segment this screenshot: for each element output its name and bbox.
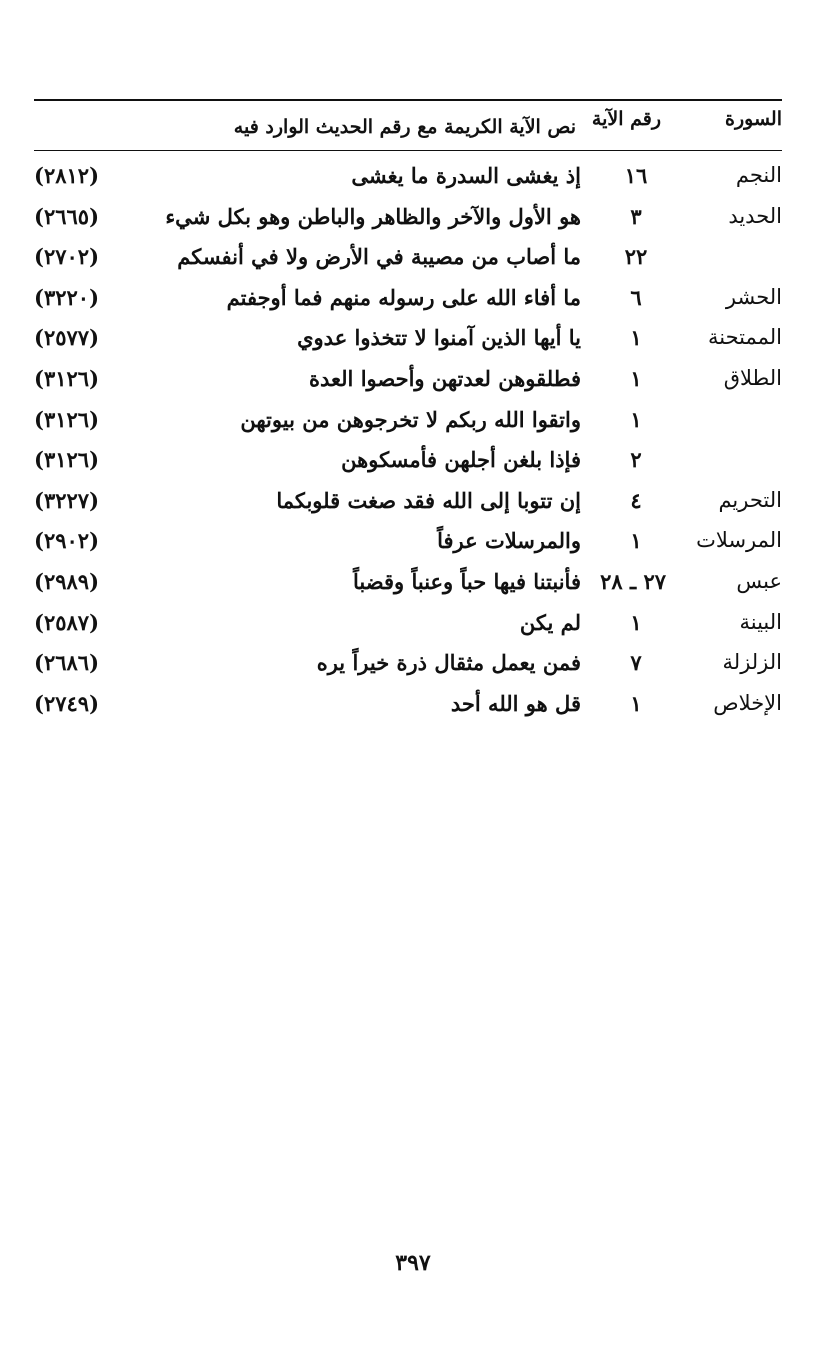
surah-name: التحريم bbox=[718, 487, 782, 512]
ayah-text: إذ يغشى السدرة ما يغشى bbox=[351, 163, 581, 188]
ayah-text: فأنبتنا فيها حباً وعنباً وقضباً bbox=[353, 568, 581, 594]
ayah-text: فإذا بلغن أجلهن فأمسكوهن bbox=[341, 447, 581, 473]
surah-name: عبس bbox=[736, 568, 782, 593]
hadith-number: (٢٩٨٩) bbox=[34, 568, 99, 594]
hadith-number: (٢٩٠٢) bbox=[34, 528, 99, 554]
surah-name: الممتحنة bbox=[707, 325, 782, 350]
hadith-number: (٢٦٦٥) bbox=[34, 203, 99, 229]
hadith-number: (٣٢٢٧) bbox=[34, 487, 99, 513]
top-rule bbox=[34, 99, 782, 101]
hadith-number: (٢٦٨٦) bbox=[34, 650, 99, 676]
ayah-text: فمن يعمل مثقال ذرة خيراً يره bbox=[316, 650, 581, 676]
surah-name: الحشر bbox=[725, 284, 782, 309]
ayah-number: ٢ bbox=[630, 447, 642, 473]
ayah-text: إن تتوبا إلى الله فقد صغت قلوبكما bbox=[276, 487, 581, 513]
ayah-number: ١ bbox=[630, 406, 642, 432]
ayah-text: واتقوا الله ربكم لا تخرجوهن من بيوتهن bbox=[240, 406, 581, 432]
table-row bbox=[0, 569, 826, 610]
ayah-text: قل هو الله أحد bbox=[450, 690, 581, 716]
header-rule bbox=[34, 150, 782, 151]
hadith-number: (٣٢٢٠) bbox=[34, 284, 99, 310]
table-row bbox=[0, 610, 826, 651]
hadith-number: (٢٥٨٧) bbox=[34, 609, 99, 635]
surah-name: المرسلات bbox=[696, 528, 782, 553]
hadith-number: (٢٧٠٢) bbox=[34, 244, 99, 270]
table-row bbox=[0, 366, 826, 407]
table-row bbox=[0, 163, 826, 204]
page-number: ٣٩٧ bbox=[395, 1250, 431, 1276]
header-ayah-number: رقم الآية bbox=[591, 108, 661, 130]
ayah-number: ٣ bbox=[630, 203, 642, 229]
header-surah: السورة bbox=[725, 108, 782, 130]
ayah-number: ١ bbox=[630, 690, 642, 716]
table-row bbox=[0, 488, 826, 529]
ayah-number: ٧ bbox=[630, 650, 642, 676]
table-row bbox=[0, 325, 826, 366]
hadith-number: (٣١٢٦) bbox=[34, 406, 99, 432]
table-row bbox=[0, 528, 826, 569]
table-row bbox=[0, 204, 826, 245]
surah-name: النجم bbox=[735, 163, 782, 187]
ayah-text: فطلقوهن لعدتهن وأحصوا العدة bbox=[309, 365, 581, 391]
header-text: نص الآية الكريمة مع رقم الحديث الوارد فيه bbox=[233, 116, 576, 138]
ayah-number: ٤ bbox=[630, 487, 642, 513]
ayah-text: هو الأول والآخر والظاهر والباطن وهو بكل شيء bbox=[165, 203, 581, 229]
ayah-number: ١ bbox=[630, 609, 642, 635]
hadith-number: (٣١٢٦) bbox=[34, 365, 99, 391]
surah-name: الزلزلة bbox=[722, 650, 782, 675]
ayah-number: ١ bbox=[630, 325, 642, 351]
index-table bbox=[0, 163, 826, 731]
table-row bbox=[0, 244, 826, 285]
ayah-number: ١٦ bbox=[624, 163, 648, 188]
ayah-number: ٢٢ bbox=[624, 244, 648, 270]
ayah-text: ما أفاء الله على رسوله منهم فما أوجفتم bbox=[226, 284, 581, 310]
surah-name: الطلاق bbox=[723, 365, 782, 390]
ayah-number: ١ bbox=[630, 528, 642, 554]
table-row bbox=[0, 691, 826, 732]
surah-name: الإخلاص bbox=[713, 690, 782, 715]
table-row bbox=[0, 285, 826, 326]
hadith-number: (٣١٢٦) bbox=[34, 447, 99, 473]
ayah-number: ٦ bbox=[630, 284, 642, 310]
ayah-text: لم يكن bbox=[519, 609, 581, 635]
surah-name: البينة bbox=[739, 609, 782, 634]
ayah-text: يا أيها الذين آمنوا لا تتخذوا عدوي bbox=[297, 325, 581, 351]
ayah-text: والمرسلات عرفاً bbox=[437, 528, 581, 554]
table-row bbox=[0, 650, 826, 691]
ayah-number: ٢٧ ـ ٢٨ bbox=[600, 568, 666, 594]
ayah-text: ما أصاب من مصيبة في الأرض ولا في أنفسكم bbox=[177, 244, 581, 270]
hadith-number: (٢٧٤٩) bbox=[34, 690, 99, 716]
surah-name: الحديد bbox=[728, 203, 782, 228]
hadith-number: (٢٥٧٧) bbox=[34, 325, 99, 351]
hadith-number: (٢٨١٢) bbox=[34, 163, 99, 188]
table-row bbox=[0, 447, 826, 488]
table-row bbox=[0, 407, 826, 448]
ayah-number: ١ bbox=[630, 365, 642, 391]
